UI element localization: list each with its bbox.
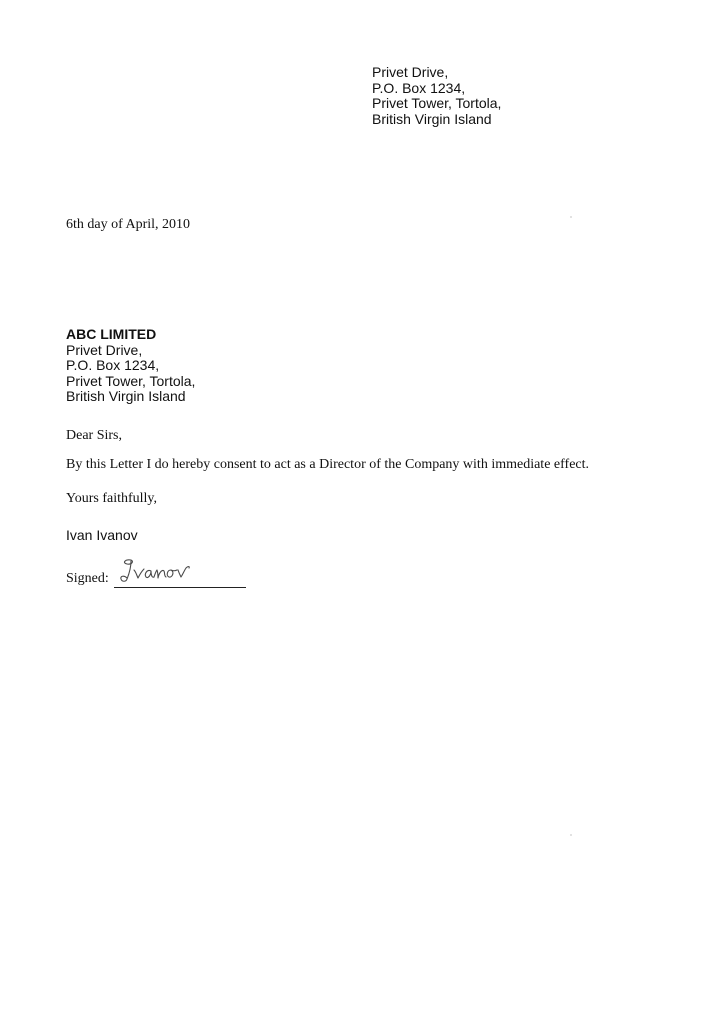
sender-address-line-1: Privet Drive, <box>372 64 449 80</box>
handwritten-signature <box>118 554 202 588</box>
sender-address-line-2: P.O. Box 1234, <box>372 79 466 96</box>
letter-body: By this Letter I do hereby consent to act as a Director of the Company with immediate effect. <box>66 457 590 472</box>
signatory-name: Ivan Ivanov <box>66 527 138 543</box>
scan-speck <box>570 216 572 218</box>
salutation: Dear Sirs, <box>66 428 122 443</box>
signature-line <box>114 587 246 588</box>
recipient-address-line-4: British Virgin Island <box>66 388 186 404</box>
recipient-block <box>66 327 195 405</box>
sender-address-line-4: British Virgin Island <box>372 110 492 127</box>
sender-address <box>372 65 501 127</box>
letter-date: 6th day of April, 2010 <box>66 217 191 232</box>
recipient-name: ABC LIMITED <box>66 326 157 342</box>
recipient-address-line-2: P.O. Box 1234, <box>66 357 160 373</box>
recipient-address-line-3: Privet Tower, Tortola, <box>66 372 196 389</box>
signed-label: Signed: <box>66 571 109 586</box>
sender-address-line-3: Privet Tower, Tortola, <box>372 95 502 111</box>
closing: Yours faithfully, <box>66 491 158 506</box>
recipient-address-line-1: Privet Drive, <box>66 341 143 358</box>
scan-speck <box>570 834 572 836</box>
